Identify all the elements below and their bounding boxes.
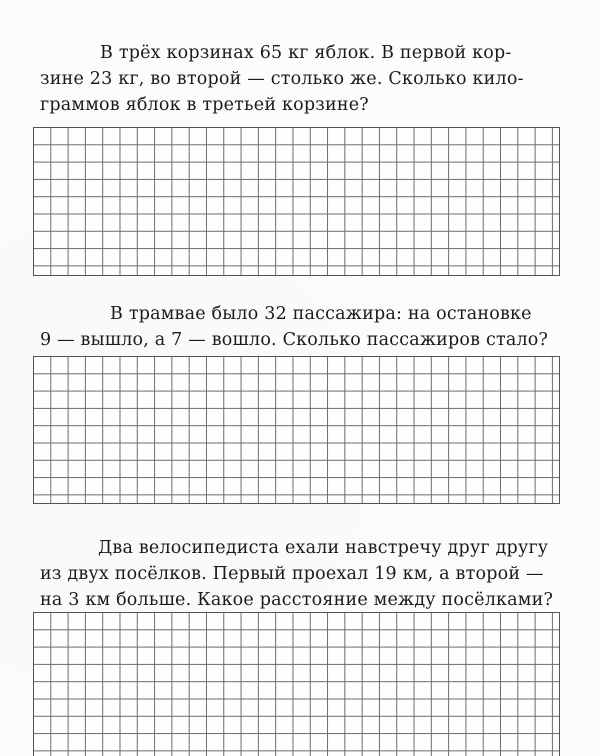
problem-2-line-2: 9 — вышло, а 7 — вошло. Сколько пассажиров стало? <box>40 330 549 350</box>
problem-3-line-1: Два велосипедиста ехали навстречу друг другу <box>98 538 549 558</box>
problem-1-line-1: В трёх корзинах 65 кг яблок. В первой кор- <box>100 43 512 63</box>
problem-2-text <box>40 301 560 353</box>
problem-1-line-2: зине 23 кг, во второй — столько же. Сколько кило- <box>40 69 524 89</box>
answer-grid-2[interactable] <box>33 356 560 504</box>
answer-grid-3[interactable] <box>33 612 560 756</box>
problem-3-line-3: на 3 км больше. Какое расстояние между посёлками? <box>40 590 554 610</box>
answer-grid-1[interactable] <box>33 127 560 276</box>
problem-1-text <box>40 40 560 118</box>
problem-3-text <box>40 535 560 613</box>
problem-3-line-2: из двух посёлков. Первый проехал 19 км, а второй — <box>40 564 544 584</box>
problem-2-line-1: В трамвае было 32 пассажира: на остановке <box>110 304 532 324</box>
problem-1-line-3: граммов яблок в третьей корзине? <box>40 95 369 115</box>
